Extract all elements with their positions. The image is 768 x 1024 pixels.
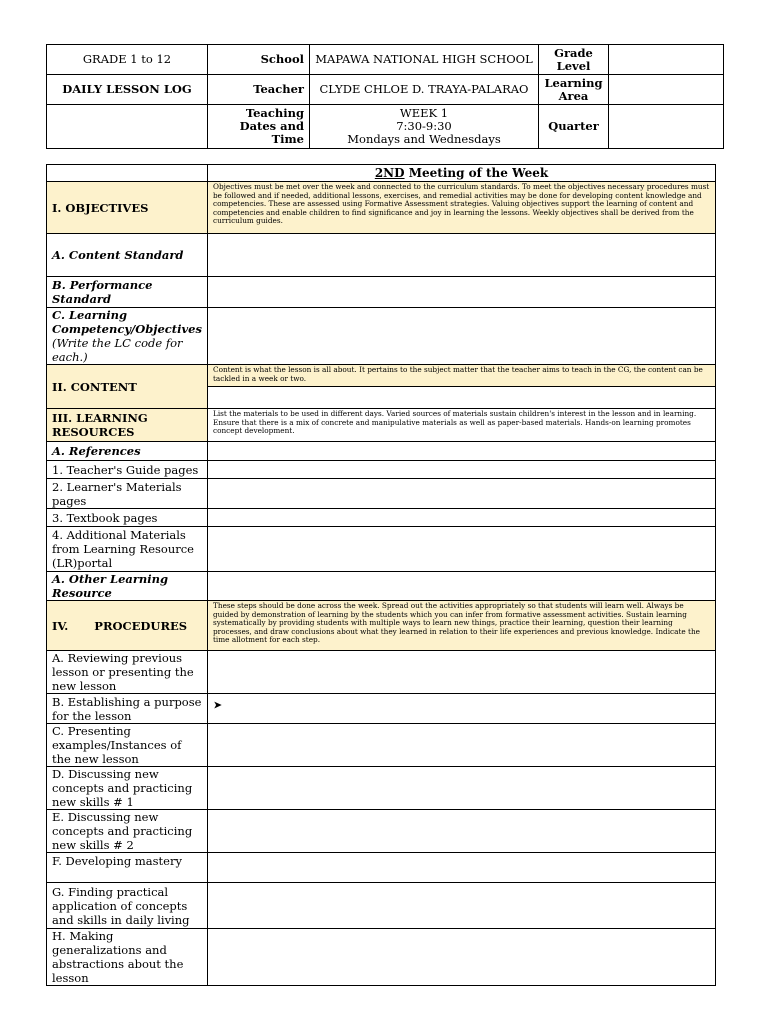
procedure-a-value[interactable] — [208, 651, 716, 694]
days-text: Mondays and Wednesdays — [347, 132, 501, 146]
learning-resources-label: III. LEARNING RESOURCES — [47, 409, 208, 442]
teaching-dates-label: Teaching Dates and Time — [208, 105, 310, 149]
meeting-ordinal: 2ND — [374, 166, 405, 180]
procedures-number: IV. — [52, 618, 69, 633]
learning-area-label: Learning Area — [539, 75, 609, 105]
procedure-e-value[interactable] — [208, 810, 716, 853]
references-value[interactable] — [208, 442, 716, 461]
corner-cell — [47, 165, 208, 182]
teachers-guide-label: 1. Teacher's Guide pages — [47, 461, 208, 479]
grade-range: GRADE 1 to 12 — [47, 45, 208, 75]
procedures-note: These steps should be done across the week. Spread out the activities appropriately so that students will learn well. Always be guided by demonstration of learning by the students which you can infer from formative assessment activities. Sustain learning systematically by providing students with multiple ways to learn new things, practice their learning, question their learning processes, and draw conclusions about what they learned in relation to their life experiences and previous knowledge. Indicate the time allotment for each step. — [208, 601, 716, 651]
lc-code-note: (Write the LC code for each.) — [52, 336, 183, 364]
additional-materials-label: 4. Additional Materials from Learning Resource (LR)portal — [47, 527, 208, 572]
objectives-label: I. OBJECTIVES — [47, 182, 208, 234]
procedure-a-label: A. Reviewing previous lesson or presenting the new lesson — [47, 651, 208, 694]
procedure-h-label: H. Making generalizations and abstractions about the lesson — [47, 929, 208, 986]
procedure-e-label: E. Discussing new concepts and practicing new skills # 2 — [47, 810, 208, 853]
content-note: Content is what the lesson is all about. It pertains to the subject matter that the teacher aims to teach in the CG, the content can be tackled in a week or two. — [208, 365, 716, 387]
school-value: MAPAWA NATIONAL HIGH SCHOOL — [310, 45, 539, 75]
additional-materials-value[interactable] — [208, 527, 716, 572]
grade-level-label: Grade Level — [539, 45, 609, 75]
arrow-bullet-icon: ➤ — [213, 698, 223, 712]
learning-competency-value[interactable] — [208, 308, 716, 365]
quarter-label: Quarter — [539, 105, 609, 149]
log-title: DAILY LESSON LOG — [47, 75, 208, 105]
learning-competency-label: C. Learning Competency/Objectives — [52, 308, 202, 336]
procedure-c-value[interactable] — [208, 724, 716, 767]
content-label: II. CONTENT — [47, 365, 208, 409]
procedure-g-value[interactable] — [208, 883, 716, 929]
header-table — [46, 44, 724, 149]
teacher-label: Teacher — [208, 75, 310, 105]
procedure-c-label: C. Presenting examples/Instances of the new lesson — [47, 724, 208, 767]
learning-competency-cell — [47, 308, 208, 365]
meeting-rest: Meeting of the Week — [404, 166, 549, 180]
lesson-log-table — [46, 164, 716, 986]
performance-standard-value[interactable] — [208, 277, 716, 308]
procedure-d-value[interactable] — [208, 767, 716, 810]
grade-level-value[interactable] — [609, 45, 724, 75]
content-standard-label: A. Content Standard — [47, 234, 208, 277]
quarter-value[interactable] — [609, 105, 724, 149]
procedure-g-label: G. Finding practical application of concepts and skills in daily living — [47, 883, 208, 929]
learners-materials-value[interactable] — [208, 479, 716, 509]
references-label: A. References — [47, 442, 208, 461]
other-resources-label: A. Other Learning Resource — [47, 572, 208, 601]
performance-standard-label: B. Performance Standard — [47, 277, 208, 308]
objectives-note: Objectives must be met over the week and connected to the curriculum standards. To meet the objectives necessary procedures must be followed and if needed, additional lessons, exercises, and remedial activities may be done for developing content knowledge and competencies. These are assessed using Formative Assessment strategies. Valuing objectives support the learning of content and competencies and enable children to find significance and joy in learning the lessons. Weekly objectives shall be derived from the curriculum guides. — [208, 182, 716, 234]
learning-resources-note: List the materials to be used in different days. Varied sources of materials sustain children's interest in the lesson and in learning. Ensure that there is a mix of concrete and manipulative materials as well as paper-based materials. Hands-on learning promotes concept development. — [208, 409, 716, 442]
school-label: School — [208, 45, 310, 75]
teacher-value: CLYDE CHLOE D. TRAYA-PALARAO — [310, 75, 539, 105]
time-text: 7:30-9:30 — [396, 119, 452, 133]
textbook-pages-label: 3. Textbook pages — [47, 509, 208, 527]
learners-materials-label: 2. Learner's Materials pages — [47, 479, 208, 509]
procedures-label — [47, 601, 208, 651]
blank-cell — [47, 105, 208, 149]
procedure-f-value[interactable] — [208, 853, 716, 883]
procedure-f-label: F. Developing mastery — [47, 853, 208, 883]
procedure-h-value[interactable] — [208, 929, 716, 986]
content-value[interactable] — [208, 387, 716, 409]
week-text: WEEK 1 — [399, 106, 449, 120]
procedure-b-value[interactable] — [208, 694, 716, 724]
other-resources-value[interactable] — [208, 572, 716, 601]
procedure-d-label: D. Discussing new concepts and practicing new skills # 1 — [47, 767, 208, 810]
content-standard-value[interactable] — [208, 234, 716, 277]
learning-area-value[interactable] — [609, 75, 724, 105]
textbook-pages-value[interactable] — [208, 509, 716, 527]
meeting-heading — [208, 165, 716, 182]
procedures-text: PROCEDURES — [94, 618, 188, 633]
teachers-guide-value[interactable] — [208, 461, 716, 479]
teaching-dates-value — [310, 105, 539, 149]
procedure-b-label: B. Establishing a purpose for the lesson — [47, 694, 208, 724]
